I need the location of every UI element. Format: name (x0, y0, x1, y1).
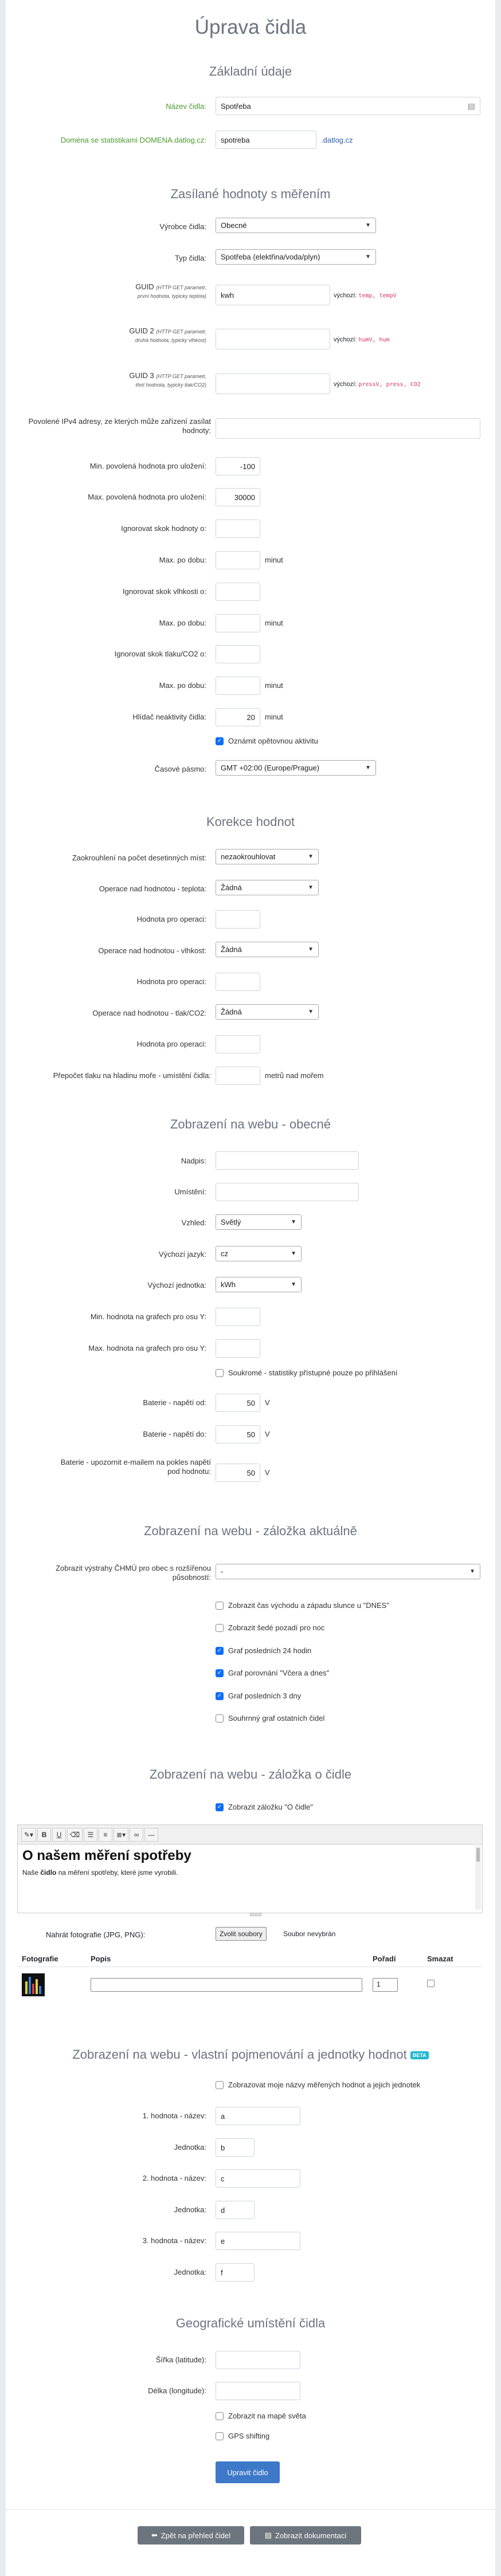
opt-3days-label: Graf posledních 3 dny (228, 1692, 302, 1700)
opt-summary-label: Souhrnný graf ostatních čidel (228, 1714, 325, 1722)
guid1-hint2: první hodnota, typicky teplota) (137, 293, 206, 299)
round-select-value: nezaokrouhlovat (221, 852, 276, 861)
chevron-down-icon: ▼ (365, 254, 371, 260)
upload-button[interactable]: Zvolit soubory (216, 1927, 267, 1941)
guid2-input[interactable] (216, 329, 330, 349)
chmu-label-line2: působností: (172, 1573, 211, 1582)
volt-unit: V (265, 1430, 270, 1438)
lang-select-value: cz (221, 1249, 228, 1258)
guid3-input[interactable] (216, 373, 330, 394)
numbered-list-icon[interactable]: ≡ (99, 1828, 112, 1842)
domain-suffix: .datlog.cz (321, 136, 353, 144)
checkbox-box (216, 1714, 224, 1722)
guid3-label (0, 372, 206, 389)
photo-delete-checkbox[interactable] (427, 1980, 435, 1987)
bat-from-input[interactable]: 50 (216, 1394, 260, 1412)
guid3-default-label: výchozí: (334, 381, 357, 388)
editor-content[interactable] (18, 1845, 482, 1908)
editor-paragraph (22, 1869, 477, 1877)
opt-compare-checkbox[interactable] (216, 1669, 329, 1677)
section-web-names-text: Zobrazení na webu - vlastní pojmenování a jednotky hodnot (72, 2047, 407, 2062)
heading-input[interactable] (216, 1151, 359, 1170)
resize-handle[interactable] (250, 1913, 261, 1916)
maker-select[interactable] (216, 218, 376, 233)
op-hum-select-value: Žádná (221, 945, 242, 954)
opt-summary-checkbox[interactable] (216, 1714, 324, 1722)
sea-unit: metrů nad mořem (265, 1071, 324, 1080)
skip-val-label: Ignorovat skok hodnoty o: (121, 524, 206, 533)
minutes-unit: minut (265, 619, 283, 627)
ymax-input[interactable] (216, 1339, 260, 1358)
chevron-down-icon: ▼ (469, 1568, 475, 1575)
notify-label: Oznámit opětovnou aktivitu (228, 737, 318, 745)
map-label: Zobrazit na mapě světa (228, 2412, 306, 2420)
op-press-label: Operace nad hodnotou - tlak/CO2: (92, 1009, 206, 1017)
n3-label: 3. hodnota - název: (142, 2236, 206, 2245)
volt-unit: V (265, 1398, 270, 1407)
skip-val-time-input[interactable] (216, 551, 260, 569)
n1-label: 1. hodnota - název: (142, 2111, 206, 2120)
opt-3days-checkbox[interactable] (216, 1692, 301, 1700)
section-web-about: Zobrazení na webu - záložka o čidle (149, 1767, 352, 1781)
guid1-label (0, 283, 206, 300)
op-temp-val-input[interactable] (216, 910, 260, 929)
opt-24h-checkbox[interactable] (216, 1646, 311, 1655)
scrollbar-thumb[interactable] (476, 1848, 480, 1862)
chevron-down-icon: ▼ (291, 1281, 296, 1288)
notify-checkbox[interactable] (216, 737, 318, 745)
op-temp-select[interactable] (216, 880, 319, 895)
show-about-label: Zobrazit záložku "O čidle" (228, 1803, 313, 1811)
beta-badge: BETA (410, 2051, 429, 2059)
checkbox-box (216, 2412, 224, 2420)
sea-label: Přepočet tlaku na hladinu moře - umístění čidla: (53, 1071, 211, 1080)
bat-to-label: Baterie - napětí do: (143, 1430, 206, 1438)
ymin-label: Min. hodnota na grafech pro osu Y: (90, 1312, 206, 1321)
guid1-codes: temp, tempV (358, 293, 397, 299)
u3-input[interactable]: f (216, 2263, 255, 2282)
guid1-label-text: GUID (135, 282, 154, 291)
checkbox-box (216, 1369, 224, 1377)
lon-input[interactable] (216, 2382, 300, 2400)
sea-input[interactable] (216, 1067, 260, 1085)
bat-warn-label-line1: Baterie - upozornit e-mailem na pokles napětí (60, 1458, 211, 1466)
volt-unit: V (265, 1468, 270, 1477)
op-hum-val-label: Hodnota pro operaci: (136, 977, 206, 986)
bat-to-input[interactable]: 50 (216, 1425, 260, 1444)
op-press-select[interactable] (216, 1004, 319, 1020)
op-press-val-label: Hodnota pro operaci: (136, 1040, 206, 1048)
chevron-down-icon: ▼ (308, 946, 314, 953)
chevron-down-icon: ▼ (291, 1250, 296, 1257)
back-button[interactable] (138, 2526, 244, 2544)
map-checkbox[interactable] (216, 2412, 306, 2420)
op-hum-label: Operace nad hodnotou - vlhkost: (98, 946, 206, 955)
horizontal-rule-icon[interactable]: ― (144, 1828, 158, 1842)
eraser-icon[interactable]: ⌫ (67, 1828, 83, 1842)
tz-select[interactable] (216, 760, 376, 776)
op-press-select-value: Žádná (221, 1008, 242, 1016)
chevron-down-icon: ▼ (365, 222, 371, 229)
opt-compare-label: Graf porovnání "Včera a dnes" (228, 1669, 330, 1677)
min-label: Min. povolená hodnota pro uložení: (89, 462, 206, 470)
arrow-left-icon: ⬅ (151, 2531, 158, 2539)
maker-select-value: Obecné (221, 221, 247, 230)
guid3-default (334, 381, 421, 388)
n1-input[interactable]: a (216, 2107, 300, 2125)
tz-select-value: GMT +02:00 (Europe/Prague) (221, 764, 320, 772)
n2-label: 2. hodnota - název: (142, 2174, 206, 2182)
upload-status: Soubor nevybrán (283, 1930, 336, 1938)
op-temp-select-value: Žádná (221, 883, 242, 892)
skip-press-input[interactable] (216, 645, 260, 663)
minutes-unit: minut (265, 681, 283, 690)
unit-select-value: kWh (221, 1280, 236, 1289)
trash-icon[interactable]: ▤ (467, 101, 475, 111)
skip-val-input[interactable] (216, 520, 260, 538)
check-icon: ✓ (216, 737, 224, 745)
skip-press-label: Ignorovat skok tlaku/CO2 o: (114, 650, 206, 658)
look-label: Vzhled: (181, 1218, 206, 1227)
lat-input[interactable] (216, 2351, 300, 2369)
place-input[interactable] (216, 1183, 359, 1201)
max-label: Max. povolená hodnota pro uložení: (88, 493, 206, 501)
guid2-label-text: GUID 2 (129, 327, 154, 335)
chmu-select[interactable] (216, 1564, 480, 1579)
align-menu-icon[interactable]: ≣▾ (113, 1828, 128, 1842)
section-basic: Základní údaje (209, 64, 292, 78)
bat-from-label: Baterie - napětí od: (143, 1398, 206, 1407)
skip-hum-time-input[interactable] (216, 614, 260, 632)
op-temp-label: Operace nad hodnotou - teplota: (99, 884, 206, 893)
guid1-default-label: výchozí: (334, 292, 357, 299)
opt-night-label: Zobrazit šedé pozadí pro noc (228, 1623, 325, 1632)
check-icon: ✓ (216, 1647, 224, 1655)
check-icon: ✓ (216, 1669, 224, 1677)
skip-hum-label: Ignorovat skok vlhkosti o: (123, 587, 206, 596)
skip-press-time-input[interactable] (216, 677, 260, 695)
round-label: Zaokrouhlení na počet desetinných míst: (72, 854, 206, 862)
inactive-label: Hlídač neaktivity čidla: (132, 713, 206, 721)
guid3-label-text: GUID 3 (129, 371, 154, 380)
look-select[interactable] (216, 1214, 302, 1230)
guid1-hint1: (HTTP GET parametr, (156, 285, 206, 290)
chevron-down-icon: ▼ (308, 1009, 314, 1015)
gps-label: GPS shifting (228, 2432, 270, 2440)
inactive-input[interactable]: 20 (216, 708, 260, 726)
editor-heading: O našem měření spotřeby (22, 1848, 191, 1863)
opt-24h-label: Graf posledních 24 hodin (228, 1646, 312, 1655)
opt-sunrise-checkbox[interactable] (216, 1601, 389, 1610)
type-select[interactable] (216, 249, 376, 265)
guid1-input[interactable]: kwh (216, 285, 330, 305)
section-web-names (0, 2047, 501, 2062)
ipv4-label: Povolené IPv4 adresy, ze kterých může zařízení zasílat hodnoty: (28, 417, 211, 435)
name-label: Název čidla: (166, 102, 206, 111)
round-select[interactable] (216, 849, 319, 864)
n2-input[interactable]: c (216, 2169, 300, 2188)
lang-label: Výchozí jazyk: (158, 1250, 206, 1258)
place-label: Umístění: (174, 1187, 206, 1196)
footer-divider (6, 2509, 495, 2510)
docs-button-label: Zobrazit dokumentaci (275, 2531, 347, 2540)
docs-button[interactable] (250, 2526, 361, 2544)
col-photo: Fotografie (22, 1954, 58, 1963)
private-checkbox[interactable] (216, 1368, 398, 1377)
name-input-value: Spotřeba (221, 101, 251, 111)
chevron-down-icon: ▼ (365, 765, 371, 771)
guid2-hint1: (HTTP GET parametr, (156, 329, 206, 335)
op-press-val-input[interactable] (216, 1035, 260, 1053)
own-names-label: Zobrazovat moje názvy měřených hodnot a jejich jednotek (228, 2081, 421, 2089)
editor-text-bold: čidlo (40, 1869, 57, 1877)
op-temp-val-label: Hodnota pro operaci: (136, 915, 206, 923)
u2-label: Jednotka: (174, 2205, 206, 2214)
editor-toolbar (18, 1825, 482, 1845)
guid2-codes: humV, hum (358, 337, 390, 343)
u2-input[interactable]: d (216, 2201, 255, 2219)
photo-order-input[interactable]: 1 (373, 1978, 398, 1992)
checkbox-box (216, 1602, 224, 1610)
editor-text-post: na měření spotřeby, které jsme vyrobili. (56, 1869, 178, 1877)
ymin-input[interactable] (216, 1308, 260, 1326)
section-correction: Korekce hodnot (206, 815, 295, 829)
show-about-checkbox[interactable] (216, 1803, 313, 1811)
section-geo: Geografické umístění čidla (175, 2316, 326, 2330)
look-select-value: Světlý (221, 1218, 241, 1226)
u1-label: Jednotka: (174, 2143, 206, 2152)
n3-input[interactable]: e (216, 2232, 300, 2250)
checkbox-box (216, 2081, 224, 2089)
skip-hum-time-label: Max. po dobu: (159, 619, 206, 627)
bat-warn-input[interactable]: 50 (216, 1464, 260, 1482)
minutes-unit: minut (265, 556, 283, 564)
col-delete: Smazat (427, 1954, 453, 1963)
guid3-codes: pressV, press, CO2 (358, 382, 421, 388)
submit-button[interactable]: Upravit čidlo (216, 2461, 280, 2483)
unit-label: Výchozí jednotka: (147, 1281, 206, 1289)
bat-warn-label-line2: pod hodnotu: (167, 1467, 211, 1476)
document-icon: ▤ (264, 2531, 272, 2539)
col-order: Pořadí (373, 1954, 396, 1963)
page-title: Úprava čidla (194, 16, 307, 38)
u3-label: Jednotka: (174, 2268, 206, 2276)
lat-label: Šířka (latitude): (155, 2355, 206, 2364)
photo-desc-input[interactable] (91, 1978, 362, 1992)
minutes-unit: minut (265, 713, 283, 721)
bullet-list-icon[interactable]: ☰ (84, 1828, 97, 1842)
maker-label: Výrobce čidla: (159, 222, 206, 231)
style-menu-icon[interactable]: ✎▾ (21, 1828, 36, 1842)
lang-select[interactable] (216, 1246, 302, 1261)
domain-input[interactable]: spotreba (216, 131, 316, 149)
u1-input[interactable]: b (216, 2138, 255, 2157)
own-names-checkbox[interactable] (216, 2081, 420, 2089)
guid2-default-label: výchozí: (334, 336, 357, 343)
section-measured: Zasílané hodnoty s měřením (170, 187, 331, 201)
opt-night-checkbox[interactable] (216, 1623, 324, 1632)
min-input[interactable]: -100 (216, 457, 260, 475)
back-button-label: Zpět na přehled čidel (161, 2531, 231, 2540)
rich-text-editor[interactable] (17, 1824, 483, 1913)
link-icon[interactable]: ∞ (130, 1828, 143, 1842)
check-icon: ✓ (216, 1692, 224, 1700)
chevron-down-icon: ▼ (308, 854, 314, 860)
underline-icon[interactable]: U (52, 1828, 66, 1842)
type-select-value: Spotřeba (elektřina/voda/plyn) (221, 253, 320, 261)
name-input[interactable] (216, 97, 480, 115)
op-hum-select[interactable] (216, 942, 319, 957)
opt-sunrise-label: Zobrazit čas východu a západu slunce u "DNES" (228, 1601, 389, 1610)
upload-label: Nahrát fotografie (JPG, PNG): (46, 1930, 146, 1939)
chmu-select-value: - (221, 1567, 224, 1576)
checkbox-box (216, 1624, 224, 1632)
bat-warn-label (0, 1458, 211, 1476)
check-icon: ✓ (216, 1803, 224, 1811)
bold-icon[interactable]: B (37, 1828, 51, 1842)
skip-val-time-label: Max. po dobu: (159, 556, 206, 564)
editor-text-pre: Naše (22, 1869, 41, 1877)
guid2-label (0, 327, 206, 344)
ymax-label: Max. hodnota na grafech pro osu Y: (88, 1344, 206, 1352)
section-web-general: Zobrazení na webu - obecné (170, 1117, 331, 1131)
skip-hum-input[interactable] (216, 583, 260, 601)
editor-scrollbar[interactable] (475, 1846, 481, 1910)
guid3-hint2: třetí hodnota, typicky tlak/CO2) (135, 382, 206, 388)
op-hum-val-input[interactable] (216, 973, 260, 991)
chmu-label-line1: Zobrazit výstrahy ČHMÚ pro obec s rozšířenou (56, 1564, 211, 1572)
photo-thumbnail[interactable] (22, 1973, 45, 1996)
type-label: Typ čidla: (175, 254, 206, 262)
guid2-default (334, 336, 390, 343)
checkbox-box (216, 2432, 224, 2440)
col-desc: Popis (91, 1954, 111, 1963)
heading-label: Nadpis: (181, 1157, 206, 1165)
guid3-hint1: (HTTP GET parametr, (156, 373, 206, 379)
lon-label: Délka (longitude): (148, 2386, 206, 2395)
gps-checkbox[interactable] (216, 2432, 269, 2440)
ipv4-input[interactable] (216, 418, 480, 439)
tz-label: Časové pásmo: (154, 765, 206, 773)
private-label: Soukromé - statistiky přístupné pouze po přihlášení (228, 1368, 398, 1377)
chmu-label (0, 1564, 211, 1582)
guid2-hint2: druhá hodnota, typicky vlhkost) (135, 337, 206, 343)
section-web-current: Zobrazení na webu - záložka aktuálně (144, 1524, 357, 1538)
max-input[interactable]: 30000 (216, 488, 260, 506)
skip-press-time-label: Max. po dobu: (159, 681, 206, 690)
unit-select[interactable] (216, 1277, 302, 1292)
guid1-default (334, 292, 397, 299)
chevron-down-icon: ▼ (291, 1219, 296, 1225)
domain-label: Doména se statistikami DOMENA.datlog.cz: (60, 136, 206, 144)
chevron-down-icon: ▼ (308, 884, 314, 891)
